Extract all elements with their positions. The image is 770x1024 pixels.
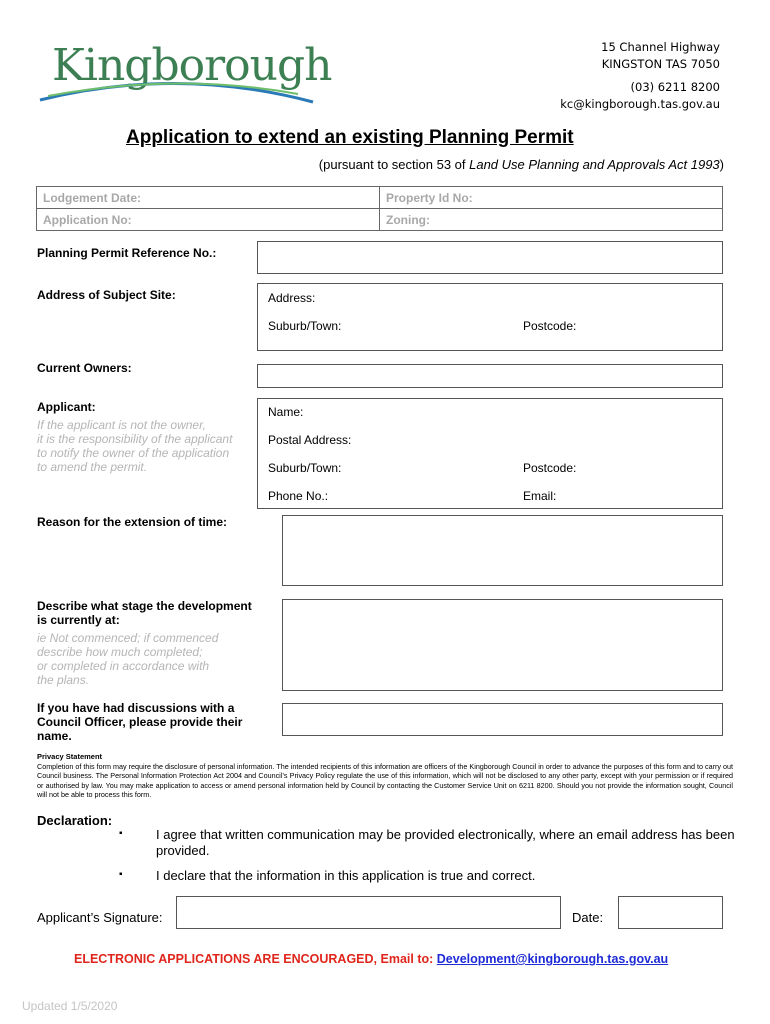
applicant-box[interactable] — [257, 398, 723, 509]
discussion-label-1: If you have had discussions with a — [37, 701, 235, 715]
lodgement-date-cell: Lodgement Date: — [37, 187, 380, 209]
contact-phone: (03) 6211 8200 — [630, 80, 720, 94]
applicant-suburb-label: Suburb/Town: — [268, 461, 342, 475]
discussion-label-2: Council Officer, please provide their — [37, 715, 243, 729]
updated-date: Updated 1/5/2020 — [22, 999, 118, 1013]
phone-field-label: Phone No.: — [268, 489, 329, 503]
stage-label-2: is currently at: — [37, 613, 120, 627]
address-field-label: Address: — [268, 291, 316, 305]
zoning-cell: Zoning: — [380, 209, 723, 231]
date-label: Date: — [572, 910, 604, 925]
contact-email: kc@kingborough.tas.gov.au — [560, 97, 720, 111]
page-title: Application to extend an existing Planning Permit — [126, 127, 574, 148]
declaration-label: Declaration: — [37, 813, 113, 828]
discussion-label-3: name. — [37, 729, 72, 743]
electronic-notice-text: ELECTRONIC APPLICATIONS ARE ENCOURAGED, Email to: — [74, 952, 437, 966]
address-site-box[interactable] — [257, 283, 723, 351]
privacy-text: Completion of this form may require the disclosure of personal information. The intended recipients of this information are officers of the Kingborough Council in order to advance the purposes of this form and to carry out Council business. The Personal Information Protection Act 2004 and Council’s Privacy Policy regulate the use of this information, which will not be disclosed to any other party, except with your permission or if required or authorised by law. You may make application to access or amend personal information held by Council by contacting the Customer Service Unit on 6211 8200. Should you not provide the information sought, Council will not be able to process this form. — [37, 762, 733, 800]
owners-label: Current Owners: — [37, 361, 132, 375]
subtitle-prefix: (pursuant to section 53 of — [318, 157, 470, 172]
logo — [38, 38, 332, 108]
owners-input[interactable] — [257, 364, 723, 388]
applicant-label: Applicant: — [37, 400, 96, 414]
suburb-field-label: Suburb/Town: — [268, 319, 342, 333]
declaration-item-1-line-1: I agree that written communication may be provided electronically, where an email address has been — [156, 827, 735, 842]
declaration-bullet-2: ▪ — [119, 869, 123, 880]
stage-hint-2: describe how much completed; — [37, 645, 203, 659]
postcode-field-label: Postcode: — [523, 319, 577, 333]
property-id-cell: Property Id No: — [380, 187, 723, 209]
application-no-cell: Application No: — [37, 209, 380, 231]
name-field-label: Name: — [268, 405, 304, 419]
development-email-link[interactable]: Development@kingborough.tas.gov.au — [436, 952, 669, 966]
declaration-item-1-line-2: provided. — [156, 843, 210, 858]
date-input[interactable] — [618, 896, 723, 929]
stage-label-1: Describe what stage the development — [37, 599, 252, 613]
reason-label: Reason for the extension of time: — [37, 515, 228, 529]
applicant-postcode-label: Postcode: — [523, 461, 577, 475]
email-field-label: Email: — [523, 489, 557, 503]
stage-hint-4: the plans. — [37, 673, 90, 687]
stage-hint-3: or completed in accordance with — [37, 659, 210, 673]
applicant-hint-3: to notify the owner of the application — [37, 446, 230, 460]
subtitle-act: Land Use Planning and Approvals Act 1993 — [469, 157, 720, 172]
logo-text: Kingborough — [52, 40, 332, 91]
permit-ref-label: Planning Permit Reference No.: — [37, 246, 217, 260]
applicant-hint-4: to amend the permit. — [37, 460, 148, 474]
postal-address-field-label: Postal Address: — [268, 433, 352, 447]
applicant-hint-1: If the applicant is not the owner, — [37, 418, 206, 432]
contact-street: 15 Channel Highway — [601, 40, 720, 54]
signature-input[interactable] — [176, 896, 561, 929]
page-subtitle — [319, 157, 724, 172]
applicant-hint-2: it is the responsibility of the applicant — [37, 432, 233, 446]
declaration-bullet-1: ▪ — [119, 828, 123, 839]
stage-hint-1: ie Not commenced; if commenced — [37, 631, 219, 645]
signature-label: Applicant’s Signature: — [37, 910, 163, 925]
discussion-input[interactable] — [282, 703, 723, 736]
contact-town: KINGSTON TAS 7050 — [601, 57, 720, 71]
logo-swoosh — [38, 38, 318, 108]
office-use-table — [36, 186, 723, 231]
permit-ref-input[interactable] — [257, 241, 723, 274]
electronic-notice — [74, 952, 668, 966]
address-site-label: Address of Subject Site: — [37, 288, 176, 302]
stage-input[interactable] — [282, 599, 723, 691]
reason-input[interactable] — [282, 515, 723, 586]
declaration-item-2: I declare that the information in this application is true and correct. — [156, 868, 536, 883]
subtitle-suffix: ) — [719, 157, 724, 172]
privacy-heading: Privacy Statement — [37, 752, 103, 761]
